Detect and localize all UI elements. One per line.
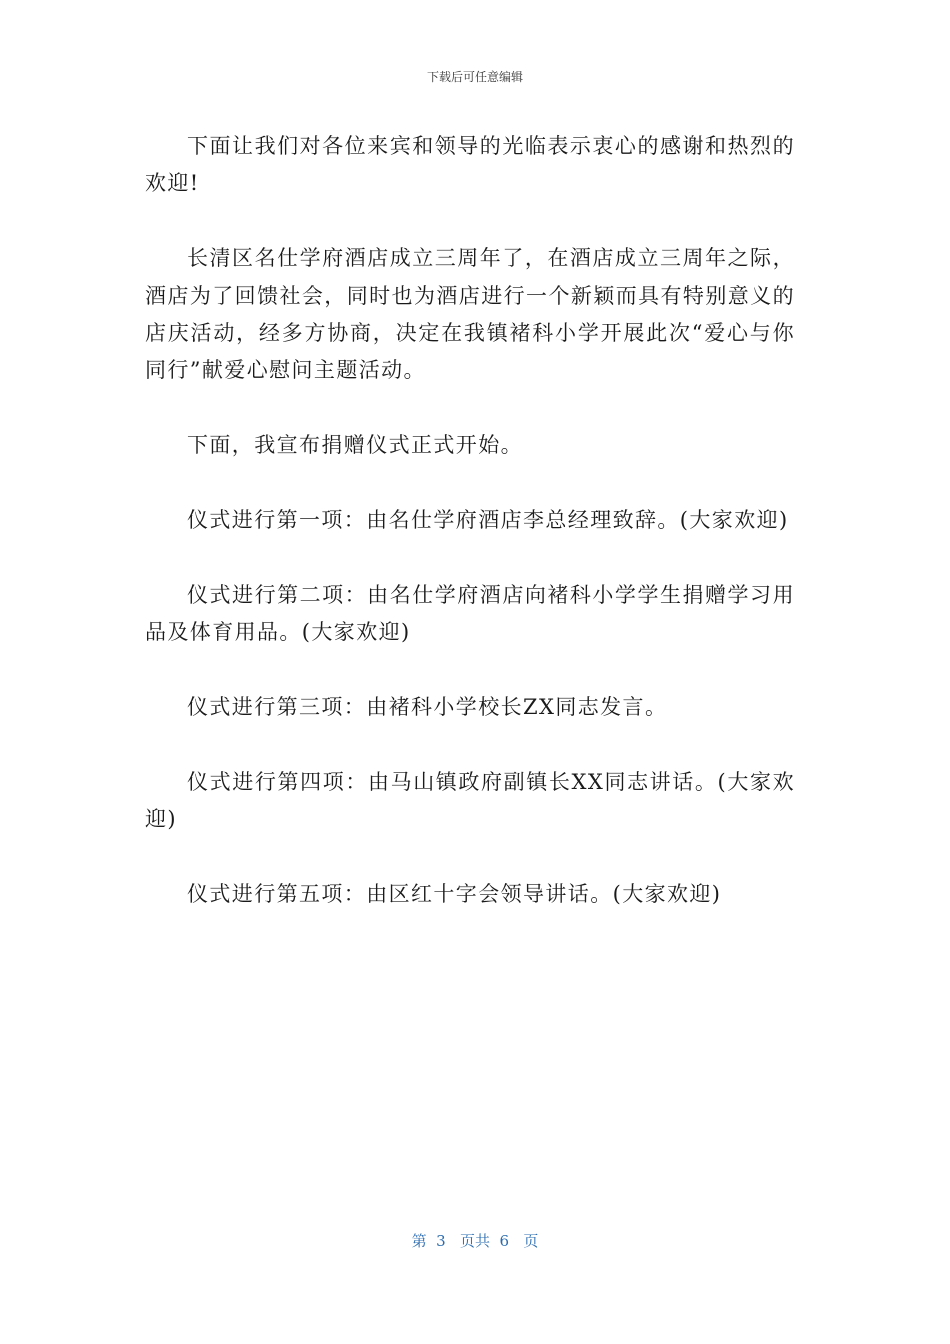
paragraph-item-4: 仪式进行第四项：由马山镇政府副镇长XX同志讲话。(大家欢迎) bbox=[145, 769, 795, 832]
paragraph-item-5: 仪式进行第五项：由区红十字会领导讲话。(大家欢迎) bbox=[187, 882, 722, 907]
document-body bbox=[145, 128, 795, 951]
paragraph-item-3: 仪式进行第三项：由褚科小学校长ZX同志发言。 bbox=[187, 695, 668, 720]
paragraph-welcome: 下面让我们对各位来宾和领导的光临表示衷心的感谢和热烈的欢迎! bbox=[145, 134, 795, 196]
paragraph-intro: 长清区名仕学府酒店成立三周年了，在酒店成立三周年之际，酒店为了回馈社会，同时也为酒店进行一个新颖而具有特别意义的店庆活动，经多方协商，决定在我镇褚科小学开展此次“爱心与你同行”献爱心慰问主题活动。 bbox=[145, 246, 795, 383]
page-number-footer: 第 3 页共 6 页 bbox=[411, 1232, 539, 1250]
paragraph-announce: 下面，我宣布捐赠仪式正式开始。 bbox=[187, 433, 523, 458]
paragraph-item-2: 仪式进行第二项：由名仕学府酒店向褚科小学学生捐赠学习用品及体育用品。(大家欢迎) bbox=[145, 582, 795, 645]
paragraph-item-1: 仪式进行第一项：由名仕学府酒店李总经理致辞。(大家欢迎) bbox=[187, 508, 789, 533]
page-header: 下载后可任意编辑 bbox=[426, 70, 523, 84]
